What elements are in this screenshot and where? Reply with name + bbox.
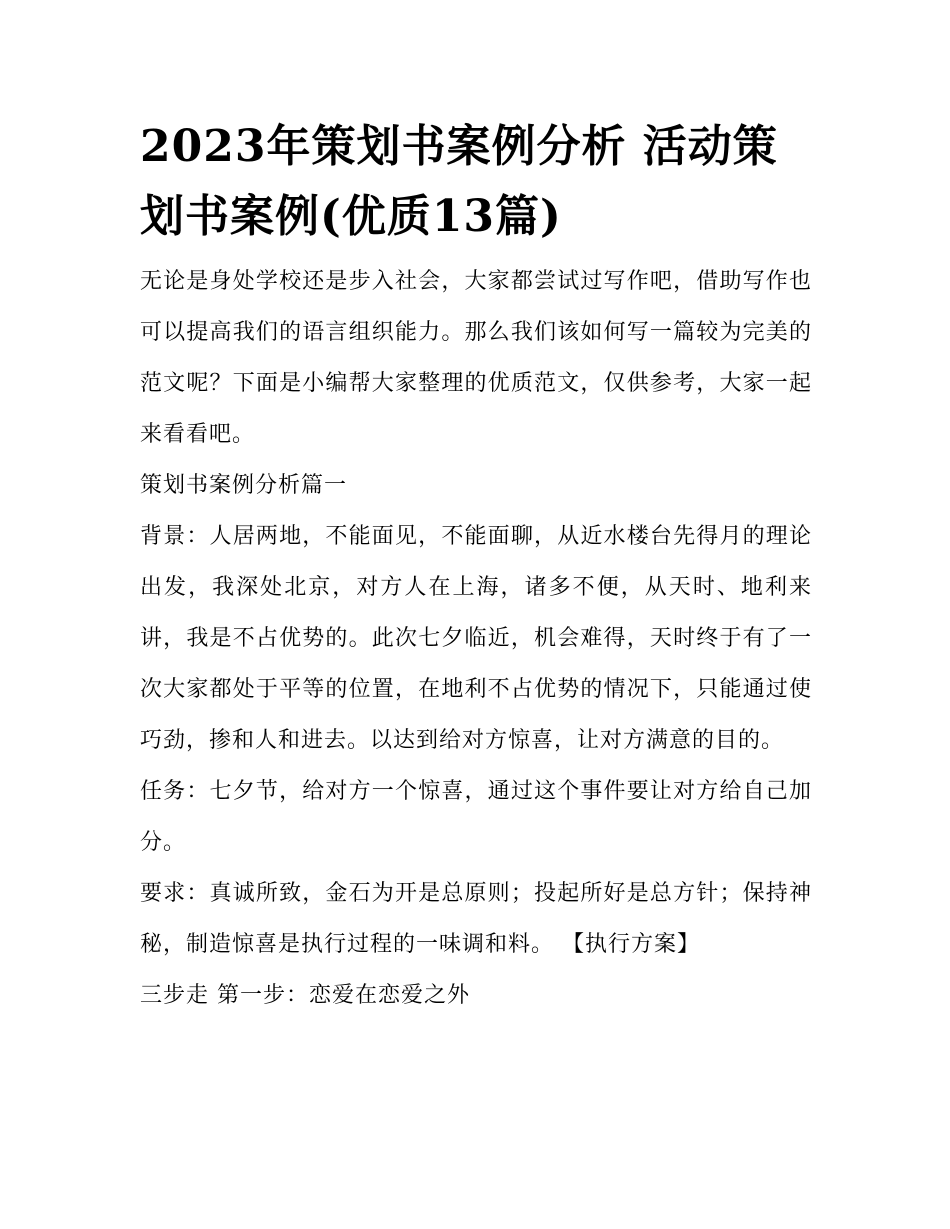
section-heading: 策划书案例分析篇一 xyxy=(140,473,348,498)
intro-paragraph: 无论是身处学校还是步入社会，大家都尝试过写作吧，借助写作也可以提高我们的语言组织能力。那么我们该如何写一篇较为完美的范文呢？下面是小编帮大家整理的优质范文，仅供参考，大家一起来看看吧。 xyxy=(140,269,812,447)
document-title: 2023年策划书案例分析 活动策划书案例(优质13篇) xyxy=(140,121,778,242)
background-paragraph: 背景：人居两地，不能面见，不能面聊，从近水楼台先得月的理论出发，我深处北京，对方人在上海，诸多不便，从天时、地利来讲，我是不占优势的。此次七夕临近，机会难得，天时终于有了一次大家都处于平等的位置，在地利不占优势的情况下，只能通过使巧劲，掺和人和进去。以达到给对方惊喜，让对方满意的目的。 xyxy=(140,524,812,753)
step-one-paragraph: 三步走 第一步：恋爱在恋爱之外 xyxy=(140,983,470,1008)
requirements-paragraph: 要求：真诚所致，金石为开是总原则；投起所好是总方针；保持神秘，制造惊喜是执行过程的一味调和料。 【执行方案】 xyxy=(140,881,812,957)
task-paragraph: 任务：七夕节，给对方一个惊喜，通过这个事件要让对方给自己加分。 xyxy=(140,779,812,855)
document-page xyxy=(140,112,812,1021)
